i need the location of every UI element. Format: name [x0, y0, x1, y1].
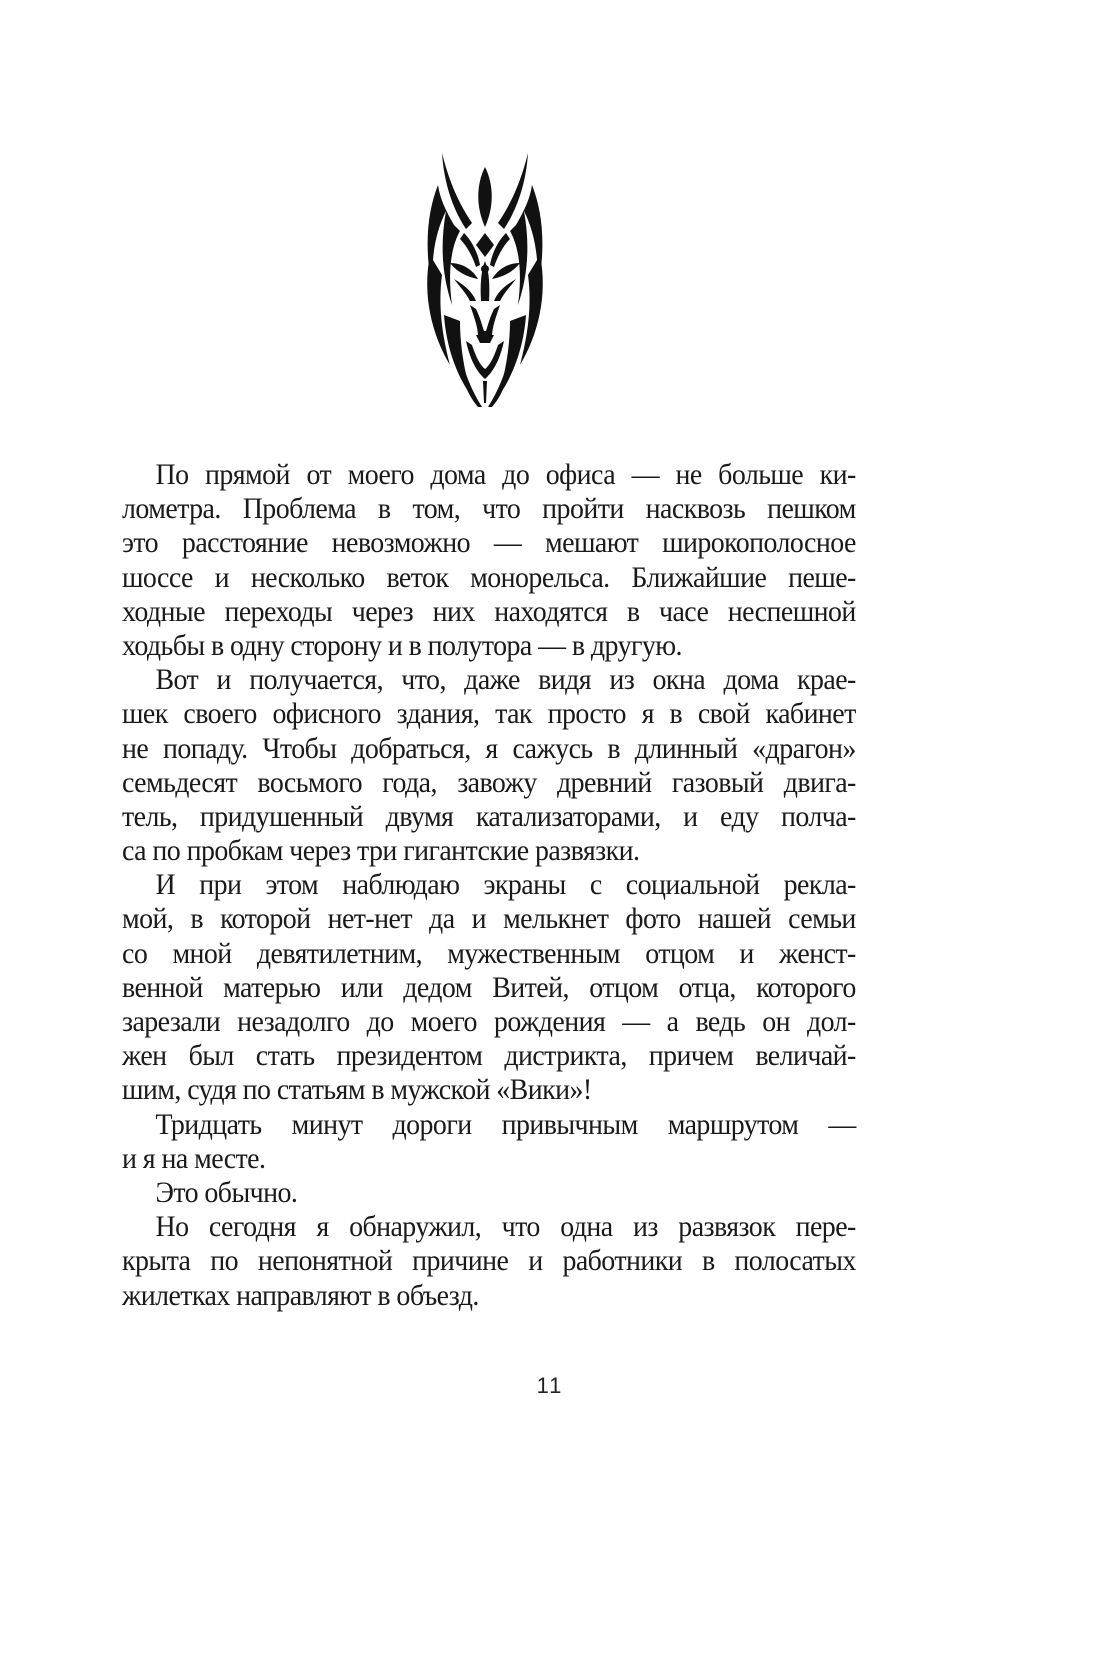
text-line: мой, в которой нет-нет да и мелькнет фото нашей семьи [122, 902, 856, 936]
text-line: лометра. Проблема в том, что пройти насквозь пешком [122, 492, 856, 526]
text-line: не попаду. Чтобы добраться, я сажусь в длинный «драгон» [122, 731, 856, 765]
paragraph [122, 868, 856, 1107]
text-line: это расстояние невозможно — мешают широкополосное [122, 526, 856, 560]
body-text [122, 458, 856, 1313]
text-line: И при этом наблюдаю экраны с социальной рекла- [155, 868, 856, 902]
text-line: Но сегодня я обнаружил, что одна из развязок пере- [155, 1210, 856, 1244]
text-line: и я на месте. [122, 1141, 266, 1175]
text-line: венной матерью или дедом Витей, отцом отца, которого [122, 970, 856, 1004]
paragraph [122, 663, 856, 868]
text-line: тель, придушенный двумя катализаторами, и еду полча- [122, 799, 856, 833]
text-line: шек своего офисного здания, так просто я в свой кабинет [122, 697, 856, 731]
text-line: жилетках направляют в объезд. [122, 1278, 479, 1312]
text-line: са по пробкам через три гигантские развязки. [122, 834, 640, 868]
text-line: Вот и получается, что, даже видя из окна дома крае- [155, 663, 856, 697]
text-line: со мной девятилетним, мужественным отцом и женст- [122, 936, 856, 970]
text-line: крыта по непонятной причине и работники в полосатых [122, 1244, 856, 1278]
text-line: ходьбы в одну сторону и в полутора — в другую. [122, 628, 682, 662]
text-line: жен был стать президентом дистрикта, причем величай- [122, 1039, 856, 1073]
text-line: Тридцать минут дороги привычным маршрутом — [155, 1107, 856, 1141]
text-line: ходные переходы через них находятся в часе неспешной [122, 594, 856, 628]
paragraph [122, 1107, 856, 1176]
text-line: По прямой от моего дома до офиса — не больше ки- [155, 458, 856, 491]
tribal-wolf-head-icon [420, 145, 550, 407]
text-line: шоссе и несколько веток монорельса. Ближайшие пеше- [122, 560, 856, 594]
page-number: 11 [536, 1373, 564, 1398]
paragraph [122, 1176, 805, 1210]
text-line: шим, судя по статьям в мужской «Вики»! [122, 1073, 592, 1107]
paragraph [122, 458, 856, 663]
text-line: зарезали незадолго до моего рождения — а ведь он дол- [122, 1005, 856, 1038]
paragraph [122, 1210, 856, 1313]
text-line: семьдесят восьмого года, завожу древний газовый двига- [122, 765, 856, 799]
text-line: Это обычно. [155, 1175, 298, 1209]
